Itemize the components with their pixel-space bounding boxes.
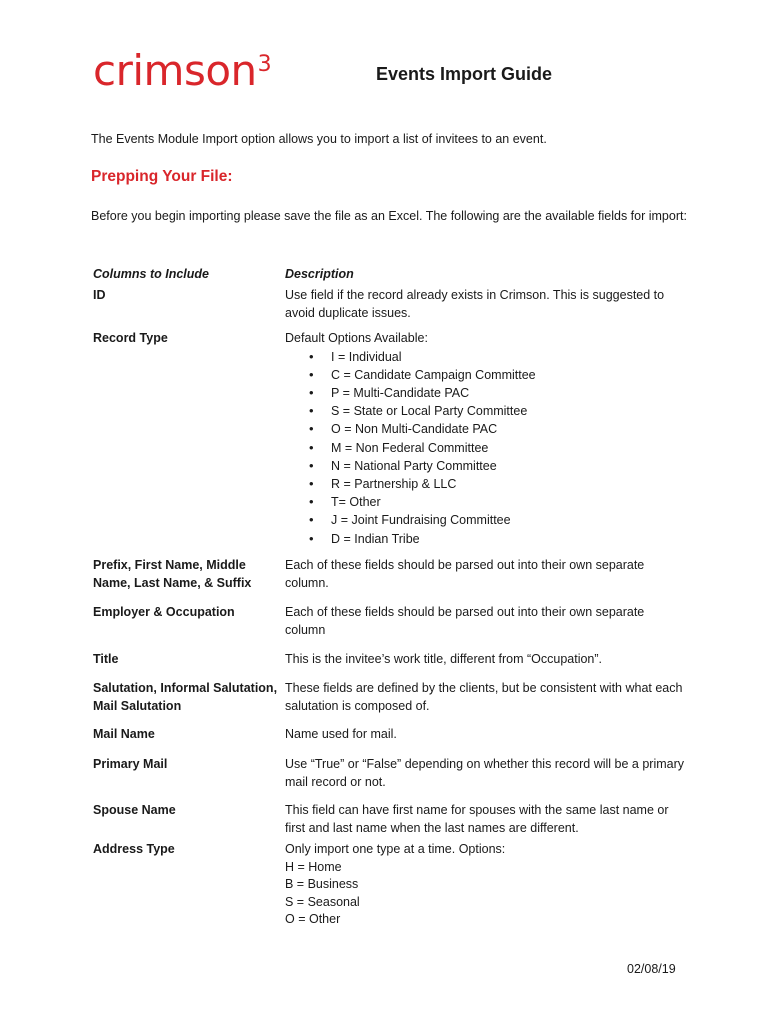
field-name: Spouse Name	[93, 803, 176, 817]
list-item: • R = Partnership & LLC	[285, 475, 685, 493]
list-item: • C = Candidate Campaign Committee	[285, 366, 685, 384]
field-name: ID	[93, 288, 106, 302]
page-title: Events Import Guide	[376, 64, 553, 84]
section-heading: Prepping Your File:	[91, 168, 233, 185]
record-type-intro: Default Options Available:	[285, 331, 428, 345]
crimson-logo	[93, 46, 272, 95]
field-description: This is the invitee’s work title, different from “Occupation”.	[285, 652, 603, 666]
list-item: • T= Other	[285, 493, 685, 511]
field-name: Title	[93, 652, 119, 666]
col-header-columns: Columns to Include	[93, 267, 209, 281]
field-name: Mail Name	[93, 727, 155, 741]
list-item: • S = State or Local Party Committee	[285, 402, 685, 420]
list-item: S = Seasonal	[285, 894, 360, 909]
record-type-options	[285, 348, 685, 548]
field-description: Name used for mail.	[285, 727, 397, 741]
list-item: • N = National Party Committee	[285, 457, 685, 475]
list-item: O = Other	[285, 912, 341, 926]
intro-text: The Events Module Import option allows you to import a list of invitees to an event.	[91, 132, 547, 146]
field-description: These fields are defined by the clients, but be consistent with what each salutation is composed of.	[285, 681, 683, 713]
field-description	[285, 330, 685, 548]
address-type-intro: Only import one type at a time. Options:	[285, 842, 506, 856]
field-name: Prefix, First Name, Middle Name, Last Name, & Suffix	[93, 558, 252, 590]
list-item: • O = Non Multi-Candidate PAC	[285, 420, 685, 438]
footer-date: 02/08/19	[627, 962, 676, 976]
field-description: Each of these fields should be parsed out into their own separate column	[285, 605, 645, 637]
field-name: Primary Mail	[93, 757, 168, 771]
logo-text: crimson	[93, 46, 257, 95]
list-item: • M = Non Federal Committee	[285, 439, 685, 457]
list-item: • P = Multi-Candidate PAC	[285, 384, 685, 402]
field-description: Each of these fields should be parsed out into their own separate column.	[285, 558, 645, 590]
field-name: Salutation, Informal Salutation, Mail Salutation	[93, 681, 278, 713]
field-name: Employer & Occupation	[93, 605, 235, 619]
instructions-paragraph: Before you begin importing please save the file as an Excel. The following are the available fields for import:	[91, 209, 687, 223]
list-item: • I = Individual	[285, 348, 685, 366]
col-header-description: Description	[285, 267, 354, 281]
field-name: Address Type	[93, 842, 175, 856]
logo-superscript: 3	[257, 52, 272, 77]
field-description	[285, 841, 685, 929]
field-description: Use “True” or “False” depending on whether this record will be a primary mail record or not.	[285, 757, 685, 789]
field-description: This field can have first name for spouses with the same last name or first and last name when the last names are different.	[285, 803, 669, 835]
field-description: Use field if the record already exists in Crimson. This is suggested to avoid duplicate issues.	[285, 288, 665, 320]
list-item: • D = Indian Tribe	[285, 530, 685, 548]
field-name: Record Type	[93, 331, 168, 345]
list-item: B = Business	[285, 877, 359, 891]
list-item: H = Home	[285, 859, 342, 874]
list-item: • J = Joint Fundraising Committee	[285, 511, 685, 529]
